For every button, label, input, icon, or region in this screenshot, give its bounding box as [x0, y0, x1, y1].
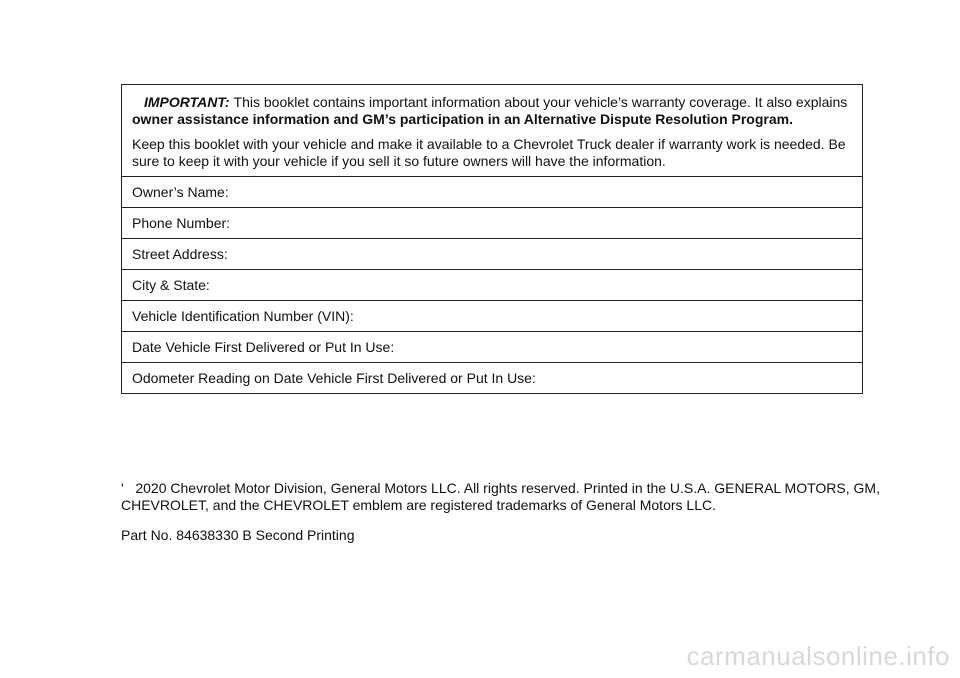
odometer-reading-field — [122, 362, 862, 393]
notice-paragraph-2: Keep this booklet with your vehicle and make it available to a Chevrolet Truck dealer if warranty work is needed. Be sure to keep it with your vehicle if you sell it so future owners will have the information. — [132, 136, 846, 169]
copyright-mark: ' — [121, 480, 124, 496]
owner-info-form — [121, 84, 863, 394]
notice-paragraph-1 — [132, 94, 850, 128]
notice-text-1b-bold: owner assistance information and GM’s participation in an Alternative Dispute Resolution Program. — [132, 111, 793, 127]
important-notice — [122, 85, 862, 176]
field-label: City & State: — [132, 277, 210, 293]
field-label: Street Address: — [132, 246, 228, 262]
footer — [121, 480, 881, 544]
notice-text-1a: This booklet contains important information about your vehicle’s warranty coverage. It also explains — [233, 94, 848, 110]
street-address-field — [122, 238, 862, 269]
city-state-field — [122, 269, 862, 300]
owner-name-field — [122, 176, 862, 207]
field-label: Odometer Reading on Date Vehicle First Delivered or Put In Use: — [132, 370, 536, 386]
phone-number-field — [122, 207, 862, 238]
field-label: Vehicle Identification Number (VIN): — [132, 308, 354, 324]
copyright-notice — [121, 480, 881, 514]
important-label: IMPORTANT: — [144, 94, 230, 110]
vin-field — [122, 300, 862, 331]
field-label: Date Vehicle First Delivered or Put In Use: — [132, 339, 395, 355]
copyright-text: 2020 Chevrolet Motor Division, General Motors LLC. All rights reserved. Printed in the U.S.A. GENERAL MOTORS, GM, CHEVROLET, and the CHEVROLET emblem are registered trademarks of General Motors LLC. — [121, 480, 880, 513]
watermark: carmanualsonline.info — [686, 641, 950, 671]
part-number: Part No. 84638330 B Second Printing — [121, 527, 355, 543]
delivery-date-field — [122, 331, 862, 362]
field-label: Phone Number: — [132, 215, 231, 231]
field-label: Owner’s Name: — [132, 184, 229, 200]
